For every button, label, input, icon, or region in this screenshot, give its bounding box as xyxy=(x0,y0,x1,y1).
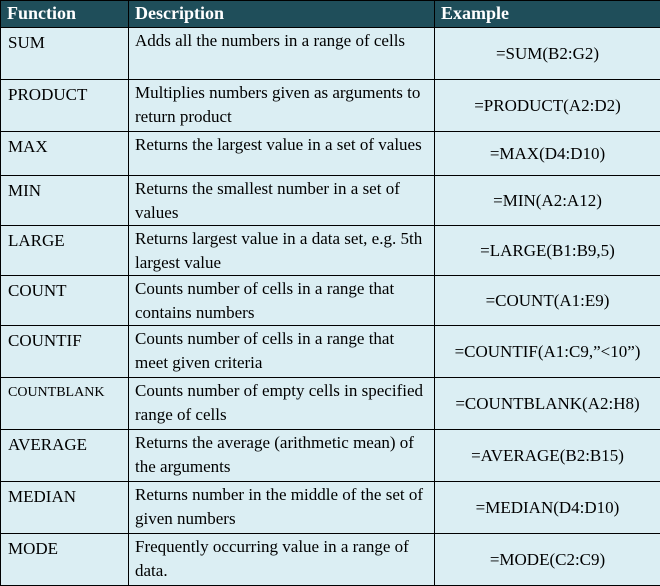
table-row xyxy=(1,132,660,176)
example-cell: =COUNTBLANK(A2:H8) xyxy=(435,378,660,430)
function-cell: MEDIAN xyxy=(1,482,129,534)
function-cell: MAX xyxy=(1,132,129,176)
function-cell: PRODUCT xyxy=(1,80,129,132)
table-row xyxy=(1,226,660,276)
description-cell: Returns the average (arithmetic mean) of the arguments xyxy=(129,430,435,482)
table-body xyxy=(1,28,660,586)
description-cell: Multiplies numbers given as arguments to return product xyxy=(129,80,435,132)
header-row xyxy=(1,1,660,28)
description-cell: Counts number of empty cells in specified range of cells xyxy=(129,378,435,430)
example-cell: =MODE(C2:C9) xyxy=(435,534,660,586)
example-cell: =MAX(D4:D10) xyxy=(435,132,660,176)
example-cell: =MEDIAN(D4:D10) xyxy=(435,482,660,534)
function-cell: AVERAGE xyxy=(1,430,129,482)
header-function: Function xyxy=(1,1,129,28)
description-cell: Counts number of cells in a range that meet given criteria xyxy=(129,326,435,378)
example-cell: =LARGE(B1:B9,5) xyxy=(435,226,660,276)
table-row xyxy=(1,482,660,534)
description-cell: Counts number of cells in a range that contains numbers xyxy=(129,276,435,326)
example-cell: =PRODUCT(A2:D2) xyxy=(435,80,660,132)
description-cell: Returns largest value in a data set, e.g. 5th largest value xyxy=(129,226,435,276)
description-cell: Frequently occurring value in a range of data. xyxy=(129,534,435,586)
function-cell: SUM xyxy=(1,28,129,80)
function-cell: COUNTBLANK xyxy=(1,378,129,430)
table-row xyxy=(1,80,660,132)
table-row xyxy=(1,176,660,226)
function-cell: MODE xyxy=(1,534,129,586)
description-cell: Returns the largest value in a set of values xyxy=(129,132,435,176)
description-cell: Returns the smallest number in a set of values xyxy=(129,176,435,226)
example-cell: =COUNTIF(A1:C9,”<10”) xyxy=(435,326,660,378)
description-cell: Returns number in the middle of the set of given numbers xyxy=(129,482,435,534)
example-cell: =SUM(B2:G2) xyxy=(435,28,660,80)
example-cell: =AVERAGE(B2:B15) xyxy=(435,430,660,482)
table-row xyxy=(1,430,660,482)
function-cell: COUNT xyxy=(1,276,129,326)
header-description: Description xyxy=(129,1,435,28)
function-cell: MIN xyxy=(1,176,129,226)
function-cell: COUNTIF xyxy=(1,326,129,378)
function-cell: LARGE xyxy=(1,226,129,276)
example-cell: =COUNT(A1:E9) xyxy=(435,276,660,326)
header-example: Example xyxy=(435,1,660,28)
example-cell: =MIN(A2:A12) xyxy=(435,176,660,226)
table-row xyxy=(1,326,660,378)
table-row xyxy=(1,534,660,586)
table-row xyxy=(1,28,660,80)
table-row xyxy=(1,378,660,430)
description-cell: Adds all the numbers in a range of cells xyxy=(129,28,435,80)
table-row xyxy=(1,276,660,326)
table-header xyxy=(1,1,660,28)
